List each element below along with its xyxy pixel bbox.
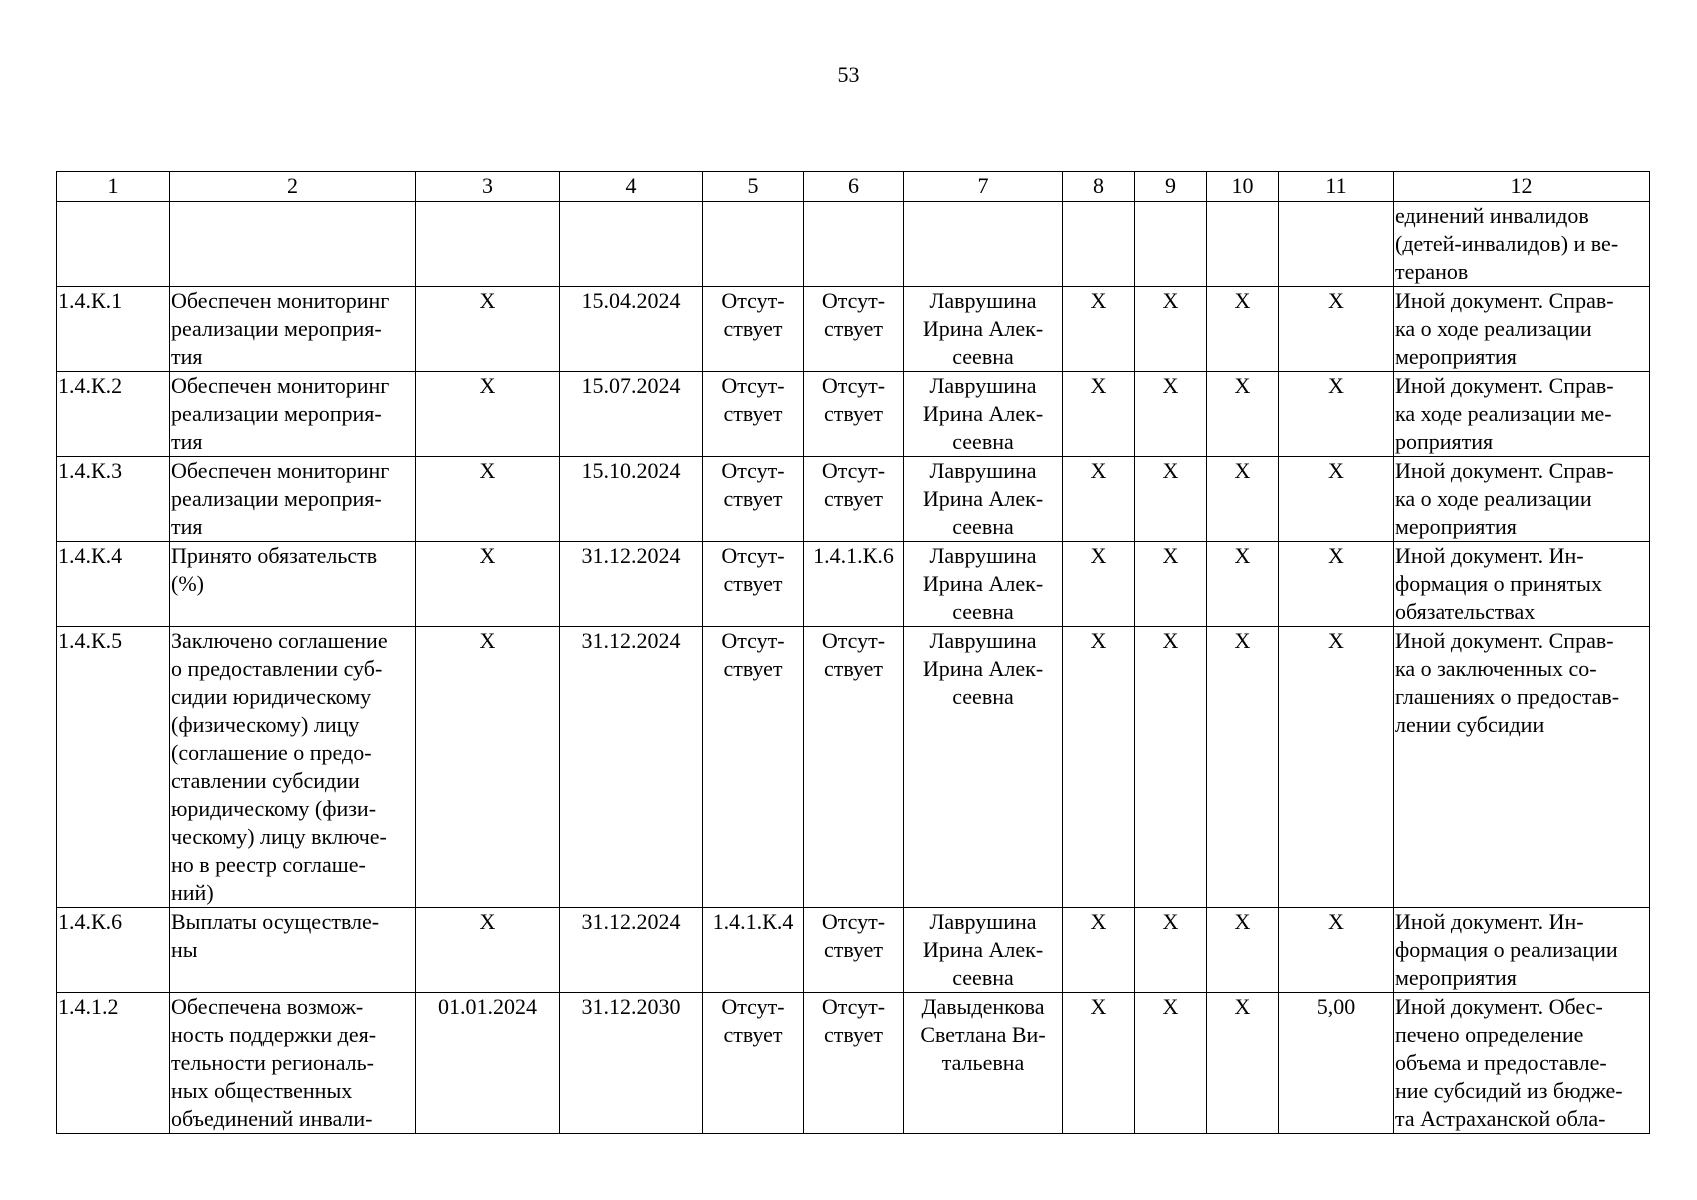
column-number: 9 bbox=[1135, 172, 1207, 202]
responsible-person bbox=[904, 908, 1063, 993]
cell-line: Иной документ. Справ- bbox=[1395, 288, 1614, 313]
end-date: 31.12.2024 bbox=[560, 542, 703, 627]
cell-line: печено определение bbox=[1395, 1022, 1584, 1047]
cell-line: ческому) лицу включе- bbox=[171, 824, 387, 849]
row-code: 1.4.К.6 bbox=[57, 908, 170, 993]
cell-line: та Астраханской обла- bbox=[1395, 1106, 1606, 1131]
cell-mark: Х bbox=[1135, 627, 1207, 908]
cell-line: формация о реализации bbox=[1395, 937, 1618, 962]
cell-line: (%) bbox=[171, 571, 204, 596]
document-description bbox=[1394, 993, 1650, 1134]
row-code: 1.4.К.4 bbox=[57, 542, 170, 627]
start-date: Х bbox=[416, 908, 560, 993]
end-date: 31.12.2024 bbox=[560, 908, 703, 993]
cell-mark: Х bbox=[1207, 908, 1279, 993]
cell-line: Отсут- bbox=[721, 994, 785, 1019]
cell-value: Х bbox=[1279, 372, 1394, 457]
cell-line: ка ходе реализации ме- bbox=[1395, 401, 1612, 426]
responsible-person bbox=[904, 372, 1063, 457]
cell-line: ствует bbox=[823, 937, 884, 962]
cell-mark: Х bbox=[1135, 372, 1207, 457]
cell-line: Ирина Алек- bbox=[922, 316, 1044, 341]
cell-line: обязательствах bbox=[1395, 599, 1536, 624]
cell-line: Иной документ. Справ- bbox=[1395, 458, 1614, 483]
cell-line: тия bbox=[171, 514, 203, 539]
cell-line: 1.4.1.К.4 bbox=[712, 909, 794, 934]
row-code bbox=[57, 202, 170, 287]
cell-line: ка о ходе реализации bbox=[1395, 486, 1592, 511]
cell-line: Иной документ. Справ- bbox=[1395, 373, 1614, 398]
cell-line: ставлении субсидии bbox=[171, 768, 360, 793]
cell-line: Светлана Ви- bbox=[920, 1022, 1046, 1047]
predecessor bbox=[703, 202, 804, 287]
predecessor bbox=[703, 908, 804, 993]
cell-line: Отсут- bbox=[721, 628, 785, 653]
page-number: 53 bbox=[837, 62, 860, 87]
cell-line: Отсут- bbox=[821, 373, 886, 398]
table-row bbox=[57, 627, 1650, 908]
predecessor bbox=[703, 627, 804, 908]
cell-line: ствует bbox=[723, 1022, 783, 1047]
cell-line: ка о заключенных со- bbox=[1395, 656, 1597, 681]
column-number: 10 bbox=[1207, 172, 1279, 202]
cell-line: ствует bbox=[723, 401, 783, 426]
cell-line: Отсут- bbox=[821, 628, 886, 653]
cell-line: сидии юридическому bbox=[171, 684, 372, 709]
predecessor bbox=[703, 372, 804, 457]
result-name bbox=[170, 908, 416, 993]
cell-line: тия bbox=[171, 344, 203, 369]
cell-line: Отсут- bbox=[821, 288, 886, 313]
table-row bbox=[57, 542, 1650, 627]
cell-line: Отсут- bbox=[821, 994, 886, 1019]
successor bbox=[804, 993, 904, 1134]
cell-line: ствует bbox=[823, 486, 884, 511]
cell-line: реализации мероприя- bbox=[171, 486, 382, 511]
cell-line: Иной документ. Обес- bbox=[1395, 994, 1603, 1019]
cell-line: Обеспечена возмож- bbox=[171, 994, 364, 1019]
column-number: 6 bbox=[804, 172, 904, 202]
cell-line: (физическому) лицу bbox=[171, 712, 360, 737]
cell-line: ний) bbox=[171, 880, 214, 905]
document-description bbox=[1394, 372, 1650, 457]
successor bbox=[804, 457, 904, 542]
successor bbox=[804, 542, 904, 627]
cell-line: мероприятия bbox=[1395, 514, 1517, 539]
cell-mark: Х bbox=[1063, 993, 1135, 1134]
cell-line: Иной документ. Ин- bbox=[1395, 909, 1584, 934]
cell-line: Обеспечен мониторинг bbox=[171, 373, 390, 398]
document-description bbox=[1394, 287, 1650, 372]
result-name bbox=[170, 372, 416, 457]
cell-line: ствует bbox=[723, 486, 783, 511]
cell-line: единений инвалидов bbox=[1395, 203, 1589, 228]
row-code: 1.4.К.3 bbox=[57, 457, 170, 542]
cell-line: ность поддержки дея- bbox=[171, 1022, 377, 1047]
cell-mark: Х bbox=[1207, 287, 1279, 372]
cell-value: Х bbox=[1279, 457, 1394, 542]
column-number: 5 bbox=[703, 172, 804, 202]
cell-line: Заключено соглашение bbox=[171, 628, 388, 653]
table-row bbox=[57, 372, 1650, 457]
cell-line: юридическому (физи- bbox=[171, 796, 377, 821]
cell-line: тия bbox=[171, 429, 203, 454]
successor bbox=[804, 287, 904, 372]
cell-line: ных общественных bbox=[171, 1078, 353, 1103]
cell-mark: Х bbox=[1063, 457, 1135, 542]
end-date bbox=[560, 202, 703, 287]
responsible-person bbox=[904, 627, 1063, 908]
cell-mark: Х bbox=[1135, 457, 1207, 542]
cell-value: Х bbox=[1279, 542, 1394, 627]
cell-line: Отсут- bbox=[721, 543, 785, 568]
cell-line: Ирина Алек- bbox=[922, 486, 1044, 511]
cell-line: сеевна bbox=[952, 684, 1014, 709]
row-code: 1.4.1.2 bbox=[57, 993, 170, 1134]
cell-line: (соглашение о предо- bbox=[171, 740, 372, 765]
cell-line: ствует bbox=[823, 1022, 884, 1047]
cell-line: Принято обязательств bbox=[171, 543, 378, 568]
cell-mark: Х bbox=[1063, 908, 1135, 993]
column-number: 3 bbox=[416, 172, 560, 202]
cell-mark bbox=[1063, 202, 1135, 287]
result-name bbox=[170, 627, 416, 908]
cell-line: Лаврушина bbox=[929, 288, 1037, 313]
start-date: Х bbox=[416, 457, 560, 542]
cell-line: Лаврушина bbox=[929, 458, 1037, 483]
cell-line: реализации мероприя- bbox=[171, 316, 382, 341]
cell-value: 5,00 bbox=[1279, 993, 1394, 1134]
predecessor bbox=[703, 993, 804, 1134]
cell-mark: Х bbox=[1135, 908, 1207, 993]
successor bbox=[804, 372, 904, 457]
end-date: 15.04.2024 bbox=[560, 287, 703, 372]
table-row bbox=[57, 457, 1650, 542]
responsible-person bbox=[904, 202, 1063, 287]
cell-line: Лаврушина bbox=[929, 373, 1037, 398]
start-date: Х bbox=[416, 542, 560, 627]
cell-mark: Х bbox=[1207, 993, 1279, 1134]
cell-line: Иной документ. Справ- bbox=[1395, 628, 1614, 653]
cell-value: Х bbox=[1279, 908, 1394, 993]
cell-line: сеевна bbox=[952, 344, 1014, 369]
cell-mark: Х bbox=[1135, 993, 1207, 1134]
table-row bbox=[57, 287, 1650, 372]
cell-mark: Х bbox=[1063, 287, 1135, 372]
cell-mark: Х bbox=[1063, 542, 1135, 627]
cell-line: Ирина Алек- bbox=[922, 937, 1044, 962]
cell-line: ствует bbox=[723, 316, 783, 341]
cell-value bbox=[1279, 202, 1394, 287]
cell-line: Обеспечен мониторинг bbox=[171, 288, 390, 313]
cell-line: Выплаты осуществле- bbox=[171, 909, 380, 934]
cell-line: объединений инвали- bbox=[171, 1106, 373, 1131]
document-description bbox=[1394, 542, 1650, 627]
end-date: 15.10.2024 bbox=[560, 457, 703, 542]
start-date: 01.01.2024 bbox=[416, 993, 560, 1134]
cell-line: ка о ходе реализации bbox=[1395, 316, 1592, 341]
cell-line: ствует bbox=[823, 316, 884, 341]
table-row bbox=[57, 993, 1650, 1134]
document-description bbox=[1394, 457, 1650, 542]
cell-line: Ирина Алек- bbox=[922, 656, 1044, 681]
cell-line: но в реестр соглаше- bbox=[171, 852, 366, 877]
cell-line: объема и предоставле- bbox=[1395, 1050, 1607, 1075]
successor bbox=[804, 627, 904, 908]
cell-line: теранов bbox=[1395, 259, 1469, 284]
responsible-person bbox=[904, 457, 1063, 542]
cell-line: Отсут- bbox=[721, 458, 785, 483]
cell-line: сеевна bbox=[952, 599, 1014, 624]
cell-line: сеевна bbox=[952, 965, 1014, 990]
cell-line: сеевна bbox=[952, 429, 1014, 454]
column-number: 4 bbox=[560, 172, 703, 202]
result-name bbox=[170, 542, 416, 627]
document-description bbox=[1394, 908, 1650, 993]
cell-line: Отсут- bbox=[821, 458, 886, 483]
cell-line: Лаврушина bbox=[929, 543, 1037, 568]
predecessor bbox=[703, 457, 804, 542]
cell-line: формация о принятых bbox=[1395, 571, 1602, 596]
end-date: 31.12.2024 bbox=[560, 627, 703, 908]
cell-value: Х bbox=[1279, 287, 1394, 372]
responsible-person bbox=[904, 287, 1063, 372]
column-number-row bbox=[57, 172, 1650, 202]
cell-line: сеевна bbox=[952, 514, 1014, 539]
cell-value: Х bbox=[1279, 627, 1394, 908]
cell-line: ние субсидий из бюдже- bbox=[1395, 1078, 1623, 1103]
cell-mark: Х bbox=[1135, 542, 1207, 627]
end-date: 31.12.2030 bbox=[560, 993, 703, 1134]
column-number: 2 bbox=[170, 172, 416, 202]
plan-table bbox=[56, 171, 1650, 1134]
cell-line: Ирина Алек- bbox=[922, 571, 1044, 596]
cell-line: мероприятия bbox=[1395, 965, 1517, 990]
cell-line: роприятия bbox=[1395, 429, 1494, 454]
cell-line: Отсут- bbox=[721, 373, 785, 398]
end-date: 15.07.2024 bbox=[560, 372, 703, 457]
row-code: 1.4.К.5 bbox=[57, 627, 170, 908]
cell-line: Лаврушина bbox=[929, 909, 1037, 934]
cell-mark: Х bbox=[1063, 372, 1135, 457]
column-number: 12 bbox=[1394, 172, 1650, 202]
result-name bbox=[170, 457, 416, 542]
table-row bbox=[57, 202, 1650, 287]
column-number: 11 bbox=[1279, 172, 1394, 202]
successor bbox=[804, 202, 904, 287]
result-name bbox=[170, 287, 416, 372]
cell-mark: Х bbox=[1207, 542, 1279, 627]
column-number: 7 bbox=[904, 172, 1063, 202]
cell-line: лении субсидии bbox=[1395, 712, 1545, 737]
successor bbox=[804, 908, 904, 993]
start-date bbox=[416, 202, 560, 287]
cell-line: Обеспечен мониторинг bbox=[171, 458, 390, 483]
cell-line: глашениях о предостав- bbox=[1395, 684, 1620, 709]
cell-line: Давыденкова bbox=[921, 994, 1045, 1019]
table-row bbox=[57, 908, 1650, 993]
cell-line: Отсут- bbox=[721, 288, 785, 313]
cell-mark: Х bbox=[1135, 287, 1207, 372]
start-date: Х bbox=[416, 372, 560, 457]
column-number: 1 bbox=[57, 172, 170, 202]
cell-mark: Х bbox=[1207, 627, 1279, 908]
cell-mark: Х bbox=[1207, 372, 1279, 457]
cell-line: ствует bbox=[823, 401, 884, 426]
cell-line: Ирина Алек- bbox=[922, 401, 1044, 426]
column-number: 8 bbox=[1063, 172, 1135, 202]
responsible-person bbox=[904, 993, 1063, 1134]
cell-line: 1.4.1.К.6 bbox=[813, 543, 894, 568]
cell-line: о предоставлении суб- bbox=[171, 656, 383, 681]
cell-line: тельности региональ- bbox=[171, 1050, 374, 1075]
responsible-person bbox=[904, 542, 1063, 627]
start-date: Х bbox=[416, 287, 560, 372]
result-name bbox=[170, 993, 416, 1134]
cell-mark bbox=[1135, 202, 1207, 287]
cell-line: мероприятия bbox=[1395, 344, 1517, 369]
cell-line: (детей-инвалидов) и ве- bbox=[1395, 231, 1619, 256]
row-code: 1.4.К.2 bbox=[57, 372, 170, 457]
document-description bbox=[1394, 202, 1650, 287]
predecessor bbox=[703, 542, 804, 627]
cell-mark bbox=[1207, 202, 1279, 287]
document-description bbox=[1394, 627, 1650, 908]
predecessor bbox=[703, 287, 804, 372]
cell-line: ствует bbox=[723, 571, 783, 596]
cell-line: Отсут- bbox=[821, 909, 886, 934]
cell-line: тальевна bbox=[941, 1050, 1025, 1075]
cell-mark: Х bbox=[1207, 457, 1279, 542]
cell-line: Лаврушина bbox=[929, 628, 1037, 653]
row-code: 1.4.К.1 bbox=[57, 287, 170, 372]
result-name bbox=[170, 202, 416, 287]
cell-line: ствует bbox=[723, 656, 783, 681]
cell-line: Иной документ. Ин- bbox=[1395, 543, 1584, 568]
cell-line: ны bbox=[171, 937, 198, 962]
cell-line: ствует bbox=[823, 656, 884, 681]
start-date: Х bbox=[416, 627, 560, 908]
cell-mark: Х bbox=[1063, 627, 1135, 908]
cell-line: реализации мероприя- bbox=[171, 401, 382, 426]
